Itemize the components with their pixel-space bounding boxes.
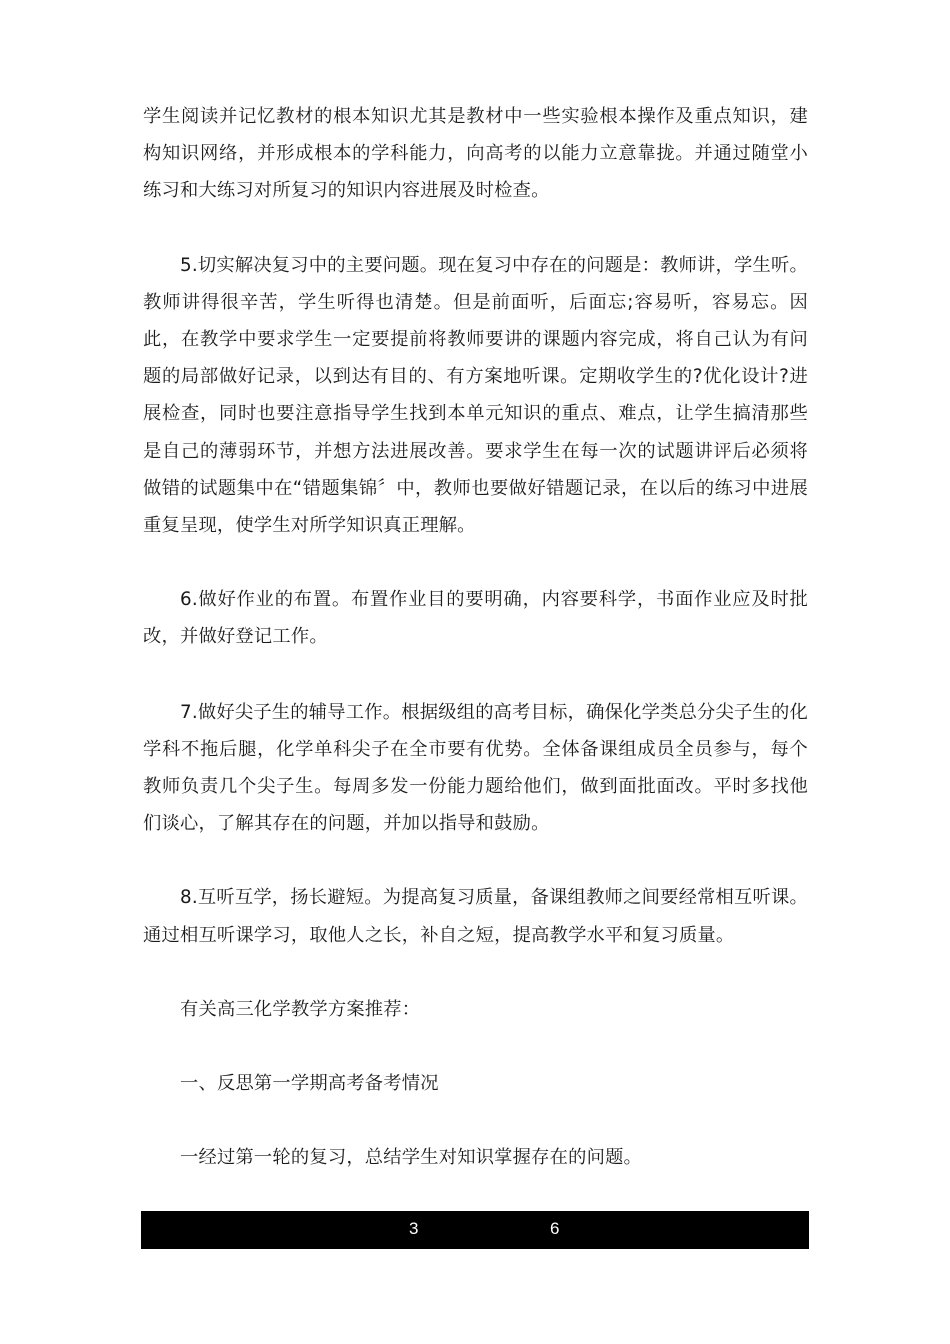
page-number: 3	[409, 1219, 419, 1238]
section-heading: 一、反思第一学期高考备考情况	[180, 1073, 439, 1095]
paragraph-continuation: 学生阅读并记忆教材的根本知识尤其是教材中一些实验根本操作及重点知识，建构知识网络，并形成根本的学科能力，向高考的以能力立意靠拢。并通过随堂小练习和大练习对所复习的知识内容进展及时检查。	[143, 106, 808, 202]
paragraph-item-5: 5.切实解决复习中的主要问题。现在复习中存在的问题是：教师讲，学生听。教师讲得很辛苦，学生听得也清楚。但是前面听，后面忘;容易听，容易忘。因此，在教学中要求学生一定要提前将教师要讲的课题内容完成，将自己认为有问题的局部做好记录，以到达有目的、有方案地听课。定期收学生的?优化设计?进展检查，同时也要注意指导学生找到本单元知识的重点、难点，让学生搞清那些是自己的薄弱环节，并想方法进展改善。要求学生在每一次的试题讲评后必须将做错的试题集中在“错题集锦〞中，教师也要做好错题记录，在以后的练习中进展重复呈现，使学生对所学知识真正理解。	[143, 254, 808, 537]
section-intro: 有关高三化学教学方案推荐：	[180, 998, 421, 1020]
page-footer	[141, 1211, 809, 1249]
paragraph-item-8: 8.互听互学，扬长避短。为提高复习质量，备课组教师之间要经常相互听课。通过相互听课学习，取他人之长，补自之短，提高教学水平和复习质量。	[143, 887, 808, 946]
page-total: 6	[550, 1219, 560, 1238]
paragraph-item-6: 6.做好作业的布置。布置作业目的要明确，内容要科学，书面作业应及时批改，并做好登记工作。	[143, 589, 808, 648]
paragraph-item-7: 7.做好尖子生的辅导工作。根据级组的高考目标，确保化学类总分尖子生的化学科不拖后腿，化学单科尖子在全市要有优势。全体备课组成员全员参与，每个教师负责几个尖子生。每周多发一份能力题给他们，做到面批面改。平时多找他们谈心，了解其存在的问题，并加以指导和鼓励。	[143, 701, 808, 835]
document-body	[143, 98, 808, 1176]
subsection-line: 一经过第一轮的复习，总结学生对知识掌握存在的问题。	[180, 1147, 643, 1169]
